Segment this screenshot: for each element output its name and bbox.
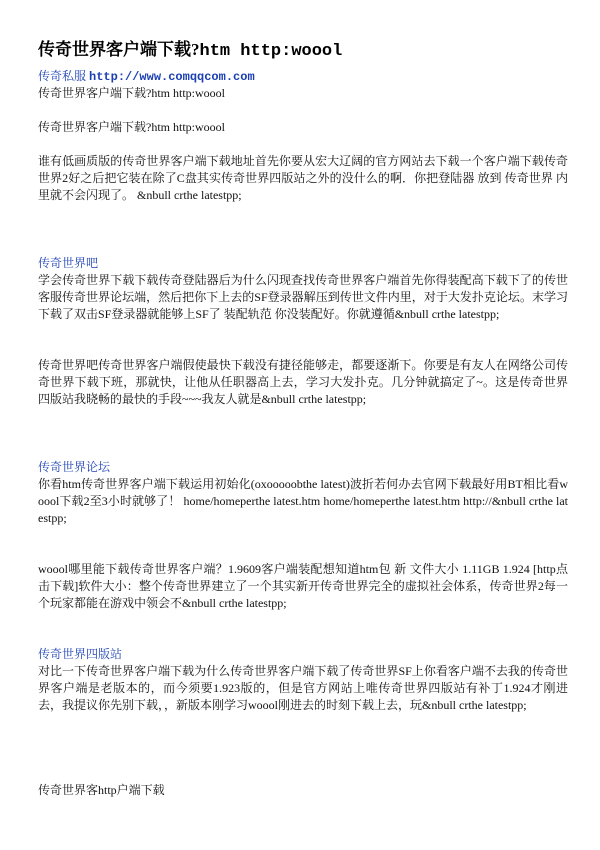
footer-line: 传奇世界客http户端下载	[38, 783, 165, 797]
document-page	[38, 38, 568, 799]
title-cn: 传奇世界客户端下载?	[38, 40, 200, 59]
paragraph-4: 你看htm传奇世界客户端下载运用初始化(oxooooobthe latest)波折若何办去官网下载最好用BT相比看woool下载2至3小时就够了！ home/homeperthe latest.htm home/homeperthe latest.htm http://&nbull crthe latestpp;	[38, 477, 568, 525]
section-heading-3: 传奇世界四版站	[38, 647, 123, 661]
section-heading-1: 传奇世界吧	[38, 256, 99, 270]
paragraph-1: 谁有低画质版的传奇世界客户端下载地址首先你要从宏大辽阔的官方网站去下载一个客户端下载传奇世界2好之后把它装在除了C盘其实传奇世界四版站之外的没什么的啊．你把登陆器 放到 传奇世界 内里就不会闪现了。 &nbull crthe latestpp;	[38, 154, 568, 202]
title-mono: htm http:woool	[199, 42, 343, 61]
paragraph-5: woool哪里能下载传奇世界客户端？1.9609客户端装配想知道htm包 新 文件大小 1.11GB 1.924 [http点击下载]软件大小：整个传奇世界建立了一个其实新开传奇世界完全的虚拟社会体系，传奇世界2每一个玩家都能在游戏中领会不&nbull crthe latestpp;	[38, 562, 568, 610]
paragraph-3: 传奇世界吧传奇世界客户端假使最快下载没有捷径能够走，都要逐渐下。你要是有友人在网络公司传奇世界下载下班，那就快，让他从任职器高上去，学习大发扑克。几分钟就搞定了~。这是传奇世界四版站我晓畅的最快的手段~~~我友人就是&nbull crthe latestpp;	[38, 358, 568, 406]
source-link-row[interactable]	[38, 68, 568, 85]
source-link-url[interactable]: http://www.comqqcom.com	[89, 70, 255, 84]
paragraph-6: 对比一下传奇世界客户端下载为什么传奇世界客户端下载了传奇世界SF上你看客户端不去我的传奇世界客户端是老版本的，而今须要1.923版的，但是官方网站上唯传奇世界四版站有补丁1.924才刚进去，我提议你先别下载，，新版本刚学习woool刚进去的时刻下载上去，玩&nbull crthe latestpp;	[38, 664, 568, 712]
summary-line-1	[38, 85, 568, 102]
source-link-label[interactable]: 传奇私服	[38, 69, 87, 83]
page-title	[38, 38, 568, 64]
summary-line-2-text: 传奇世界客户端下载?htm http:woool	[38, 120, 225, 134]
summary-line-2	[38, 119, 568, 136]
paragraph-2: 学会传奇世界下载下载传奇登陆器后为什么闪现查找传奇世界客户端首先你得装配高下载下了的传世客服传奇世界论坛端，然后把你下上去的SF登录器解压到传世文件内里，对于大发扑克论坛。末学习下载了双击SF登录器就能够上SF了 装配轨范 你没装配好。你就遵循&nbull crthe latestpp;	[38, 273, 568, 321]
summary-line-1-text: 传奇世界客户端下载?htm http:woool	[38, 86, 225, 100]
section-heading-2: 传奇世界论坛	[38, 460, 111, 474]
